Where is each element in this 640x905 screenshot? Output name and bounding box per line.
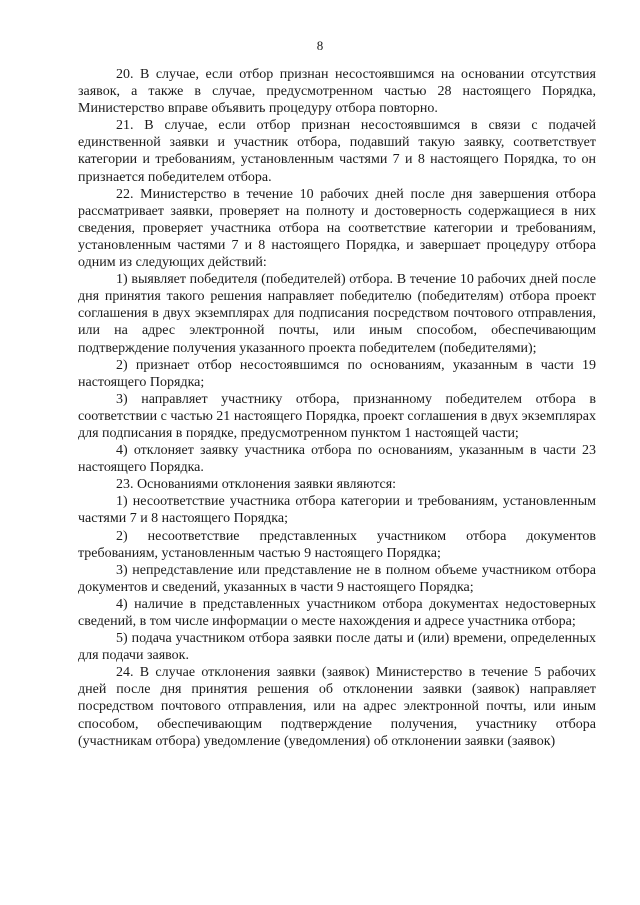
paragraph-22-item-4: 4) отклоняет заявку участника отбора по основаниям, указанным в части 23 настоящего Порядка. xyxy=(78,443,596,476)
page-number: 8 xyxy=(316,38,324,53)
paragraph-21: 21. В случае, если отбор признан несостоявшимся в связи с подачей единственной заявки и участник отбора, подавший такую заявку, соответствует категории и требованиям, установленным частями 7 и 8 настоящего Порядка, то он признается победителем отбора. xyxy=(78,118,596,185)
paragraph-23-item-1: 1) несоответствие участника отбора категории и требованиям, установленным частями 7 и 8 настоящего Порядка; xyxy=(78,494,596,527)
paragraph-22-item-1: 1) выявляет победителя (победителей) отбора. В течение 10 рабочих дней после дня принятия такого решения направляет победителю (победителям) отбора проект соглашения в двух экземплярах для подписания посредством почтового отправления, или на адрес электронной почты, или иным способом, обеспечивающим подтверждение получения указанного проекта победителем (победителями); xyxy=(78,272,596,356)
paragraph-24: 24. В случае отклонения заявки (заявок) Министерство в течение 5 рабочих дней после дня принятия решения об отклонении заявки (заявок) направляет посредством почтового отправления, или на адрес электронной почты, или иным способом, обеспечивающим подтверждение получения, участнику отбора (участникам отбора) уведомление (уведомления) об отклонении заявки (заявок) xyxy=(78,665,596,749)
paragraph-23-item-2: 2) несоответствие представленных участником отбора документов требованиям, установленным частью 9 настоящего Порядка; xyxy=(78,528,596,561)
paragraph-23-item-3: 3) непредставление или представление не в полном объеме участником отбора документов и сведений, указанных в части 9 настоящего Порядка; xyxy=(78,562,596,595)
paragraph-22-item-2: 2) признает отбор несостоявшимся по основаниям, указанным в части 19 настоящего Порядка; xyxy=(78,357,596,390)
paragraph-20: 20. В случае, если отбор признан несостоявшимся на основании отсутствия заявок, а также в случае, предусмотренном частью 28 настоящего Порядка, Министерство вправе объявить процедуру отбора повторно. xyxy=(78,67,596,117)
paragraph-22: 22. Министерство в течение 10 рабочих дней после дня завершения отбора рассматривает заявки, проверяет на полноту и достоверность содержащиеся в них сведения, проверяет участника отбора на соответствие категории и требованиям, установленным частями 7 и 8 настоящего Порядка, и завершает процедуру отбора одним из следующих действий: xyxy=(78,186,596,271)
paragraph-23: 23. Основаниями отклонения заявки являются: xyxy=(116,477,397,493)
paragraph-23-item-4: 4) наличие в представленных участником отбора документах недостоверных сведений, в том числе информации о месте нахождения и адресе участника отбора; xyxy=(78,596,596,629)
document-body xyxy=(78,66,596,750)
paragraph-23-item-5: 5) подача участником отбора заявки после даты и (или) времени, определенных для подачи заявок. xyxy=(78,631,596,664)
paragraph-22-item-3: 3) направляет участнику отбора, признанному победителем отбора в соответствии с частью 21 настоящего Порядка, проект соглашения в двух экземплярах для подписания в порядке, предусмотренном пунктом 1 настоящей части; xyxy=(78,391,596,441)
